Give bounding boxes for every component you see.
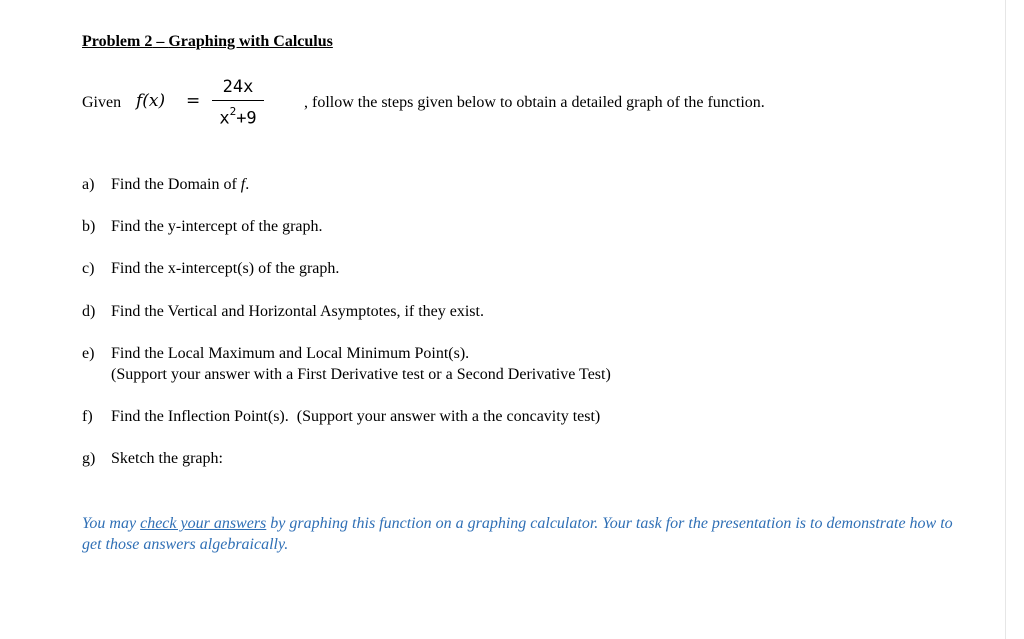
step-text xyxy=(111,176,249,194)
denominator-base: x xyxy=(219,108,230,129)
denominator-exponent: 2 xyxy=(229,105,237,118)
given-label: Given xyxy=(82,94,122,111)
calculator-note xyxy=(82,513,972,555)
title-dash: – xyxy=(152,33,169,50)
step-label: e) xyxy=(82,345,95,362)
page-title xyxy=(82,33,333,51)
function-name: f(x) xyxy=(136,91,166,111)
step-label: d) xyxy=(82,303,96,320)
function-symbol: f xyxy=(240,176,246,193)
note-prefix: You may xyxy=(82,515,141,532)
step-text: Find the x-intercept(s) of the graph. xyxy=(111,260,340,277)
step-label: a) xyxy=(82,176,95,193)
step-label: g) xyxy=(82,450,96,467)
note-suffix: by graphing this function on a graphing calculator. Your task for the presentation is to demonstrate how to get those answers algebraically. xyxy=(82,515,953,553)
given-instruction: , follow the steps given below to obtain a detailed graph of the function. xyxy=(304,94,765,111)
page-edge-divider xyxy=(1005,0,1006,639)
step-label: c) xyxy=(82,260,95,277)
equals-sign: = xyxy=(186,91,201,111)
step-text: Find the Inflection Point(s). (Support your answer with a the concavity test) xyxy=(111,408,601,425)
fraction-numerator: 24x xyxy=(222,77,254,97)
step-text: Sketch the graph: xyxy=(111,450,223,467)
step-label: f) xyxy=(82,408,93,425)
denominator-rest: +9 xyxy=(236,108,257,129)
note-link: check your answers xyxy=(140,515,267,532)
step-text-end: . xyxy=(245,176,250,193)
step-text: Find the y-intercept of the graph. xyxy=(111,218,323,235)
step-text-main: Find the Domain of xyxy=(111,176,237,193)
problem-topic: Graphing with Calculus xyxy=(168,33,333,50)
problem-label: Problem 2 xyxy=(82,33,153,50)
fraction-denominator xyxy=(210,101,266,130)
step-text: Find the Local Maximum and Local Minimum Point(s). xyxy=(111,345,470,362)
step-text: Find the Vertical and Horizontal Asymptotes, if they exist. xyxy=(111,303,484,320)
step-subtext: (Support your answer with a First Derivative test or a Second Derivative Test) xyxy=(111,366,611,383)
step-label: b) xyxy=(82,218,96,235)
function-fraction xyxy=(210,76,266,130)
